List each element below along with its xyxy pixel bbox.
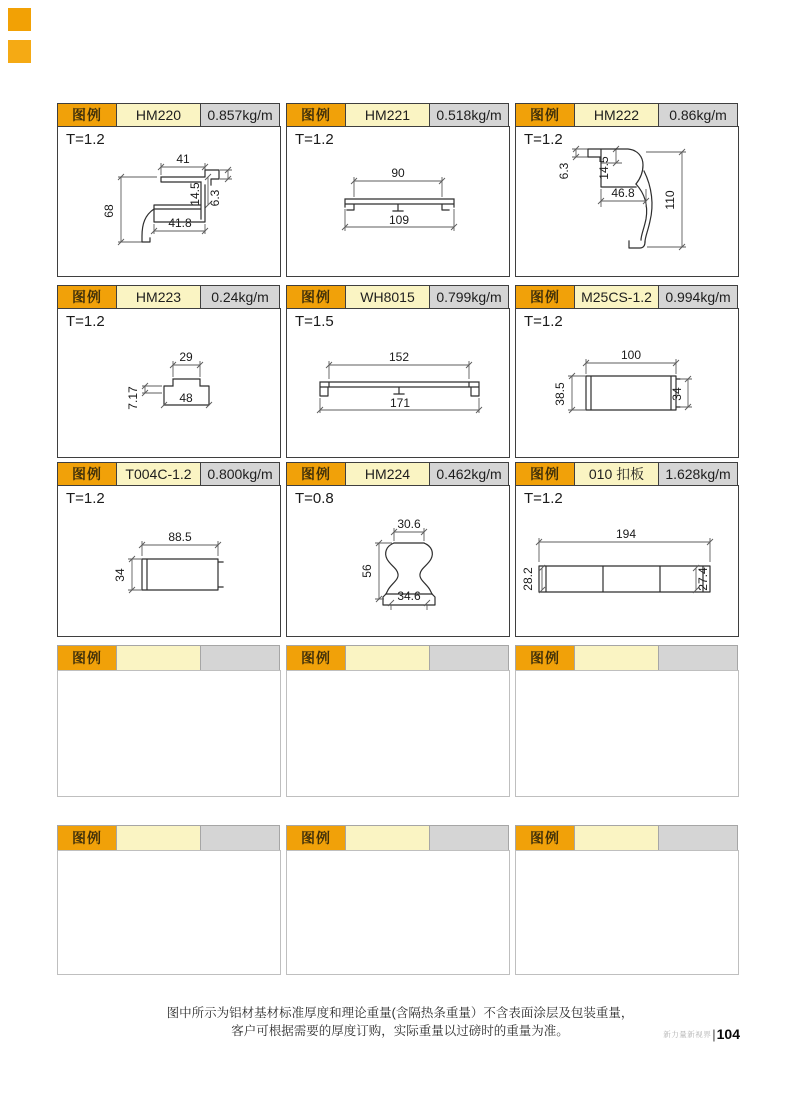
model-cell: [345, 645, 430, 671]
profile-block-hm223: [57, 285, 281, 458]
drawing-cell-empty: [286, 850, 510, 975]
thickness-label: T=1.2: [66, 313, 105, 330]
dim-label: 34: [670, 387, 684, 401]
legend-cell: 图例: [515, 462, 575, 486]
legend-cell: 图例: [57, 103, 117, 127]
profile-drawing-hm221: [287, 127, 509, 276]
weight-cell: 0.857kg/m: [200, 103, 280, 127]
dim-label: 34.6: [397, 589, 421, 603]
empty-block: [57, 645, 281, 797]
profile-block-hm222: [515, 103, 739, 277]
thickness-label: T=1.2: [66, 490, 105, 507]
weight-cell: [429, 825, 509, 851]
dim-label: 27.4: [696, 567, 710, 591]
dim-label: 68: [102, 204, 116, 218]
profile-row-2: [57, 285, 739, 458]
brand-divider: |: [712, 1026, 716, 1042]
profile-drawing-hm220: [58, 127, 280, 276]
drawing-cell: [515, 308, 739, 458]
dim-label: 110: [663, 190, 677, 210]
legend-cell: 图例: [57, 645, 117, 671]
model-cell: HM222: [574, 103, 659, 127]
profile-drawing-hm223: [58, 309, 280, 457]
drawing-cell: [57, 126, 281, 277]
drawing-cell: [286, 126, 510, 277]
corner-marker-top: [8, 8, 31, 31]
weight-cell: 0.86kg/m: [658, 103, 738, 127]
model-cell: HM223: [116, 285, 201, 309]
profile-drawing-hm224: [287, 486, 509, 636]
weight-cell: [200, 645, 280, 671]
profile-drawing-hm222: [516, 127, 738, 276]
dim-label: 56: [360, 564, 374, 578]
model-cell: 010 扣板: [574, 462, 659, 486]
drawing-cell-empty: [515, 850, 739, 975]
footer-note-line1: 图中所示为铝材基材标准厚度和理论重量(含隔热条重量）不含表面涂层及包装重量，: [166, 1006, 634, 1020]
model-cell: T004C-1.2: [116, 462, 201, 486]
dim-label: 14.5: [188, 182, 202, 206]
drawing-cell-empty: [286, 670, 510, 797]
dim-label: 100: [620, 348, 642, 362]
model-cell: WH8015: [345, 285, 430, 309]
drawing-cell: [286, 308, 510, 458]
page-footer-brand: [663, 1026, 740, 1042]
model-cell: [116, 825, 201, 851]
empty-block: [515, 825, 739, 975]
drawing-cell-empty: [515, 670, 739, 797]
weight-cell: [658, 645, 738, 671]
legend-cell: 图例: [57, 462, 117, 486]
weight-cell: 1.628kg/m: [658, 462, 738, 486]
dim-label: 30.6: [397, 517, 421, 531]
drawing-cell: [286, 485, 510, 637]
profile-block-t004c: [57, 462, 281, 637]
weight-cell: [200, 825, 280, 851]
dim-label: 41.8: [168, 216, 192, 230]
profile-drawing-m25cs: [516, 309, 738, 457]
dim-label: 38.5: [553, 382, 567, 406]
dim-label: 194: [615, 527, 637, 541]
profile-row-4: [57, 645, 739, 797]
profile-row-5: [57, 825, 739, 975]
empty-block: [286, 825, 510, 975]
dim-label: 7.17: [126, 386, 140, 410]
profile-drawing-wh8015: [287, 309, 509, 457]
drawing-cell-empty: [57, 850, 281, 975]
profile-row-3: [57, 462, 739, 637]
dim-label: 28.2: [521, 567, 535, 591]
footer-note-line2: 客户可根据需要的厚度订购，实际重量以过磅时的重量为准。: [231, 1024, 569, 1038]
weight-cell: 0.518kg/m: [429, 103, 509, 127]
profile-block-wh8015: [286, 285, 510, 458]
drawing-cell: [57, 308, 281, 458]
weight-cell: 0.994kg/m: [658, 285, 738, 309]
profile-row-1: [57, 103, 739, 277]
thickness-label: T=1.2: [66, 131, 105, 148]
profile-block-010-koban: [515, 462, 739, 637]
thickness-label: T=1.2: [524, 131, 563, 148]
thickness-label: T=1.2: [295, 131, 334, 148]
dim-label: 90: [391, 166, 405, 180]
dim-label: 14.5: [597, 156, 611, 180]
profile-drawing-010: [516, 486, 738, 636]
dim-label: 41: [176, 152, 190, 166]
dim-label: 152: [388, 350, 410, 364]
model-cell: HM224: [345, 462, 430, 486]
drawing-cell: [57, 485, 281, 637]
corner-marker-bottom: [8, 40, 31, 63]
brand-text: 新力量新视界: [663, 1029, 712, 1039]
model-cell: [574, 825, 659, 851]
model-cell: M25CS-1.2: [574, 285, 659, 309]
legend-cell: 图例: [286, 462, 346, 486]
weight-cell: [658, 825, 738, 851]
thickness-label: T=1.2: [524, 490, 563, 507]
model-cell: [345, 825, 430, 851]
legend-cell: 图例: [57, 825, 117, 851]
profile-drawing-t004c: [58, 486, 280, 636]
thickness-label: T=1.2: [524, 313, 563, 330]
empty-block: [57, 825, 281, 975]
weight-cell: 0.24kg/m: [200, 285, 280, 309]
legend-cell: 图例: [286, 103, 346, 127]
dim-label: 29: [179, 350, 193, 364]
profile-block-hm220: [57, 103, 281, 277]
model-cell: HM220: [116, 103, 201, 127]
weight-cell: 0.800kg/m: [200, 462, 280, 486]
drawing-cell-empty: [57, 670, 281, 797]
legend-cell: 图例: [57, 285, 117, 309]
weight-cell: 0.799kg/m: [429, 285, 509, 309]
legend-cell: 图例: [515, 285, 575, 309]
profile-block-m25cs: [515, 285, 739, 458]
drawing-cell: [515, 485, 739, 637]
dim-label: 109: [388, 213, 410, 227]
dim-label: 6.3: [208, 189, 222, 207]
model-cell: HM221: [345, 103, 430, 127]
profile-block-hm221: [286, 103, 510, 277]
dim-label: 6.3: [557, 162, 571, 180]
dim-label: 46.8: [611, 186, 635, 200]
model-cell: [116, 645, 201, 671]
thickness-label: T=1.5: [295, 313, 334, 330]
model-cell: [574, 645, 659, 671]
legend-cell: 图例: [286, 645, 346, 671]
legend-cell: 图例: [286, 825, 346, 851]
weight-cell: 0.462kg/m: [429, 462, 509, 486]
profile-block-hm224: [286, 462, 510, 637]
legend-cell: 图例: [515, 825, 575, 851]
empty-block: [515, 645, 739, 797]
drawing-cell: [515, 126, 739, 277]
page-number: 104: [716, 1026, 740, 1042]
legend-cell: 图例: [286, 285, 346, 309]
weight-cell: [429, 645, 509, 671]
empty-block: [286, 645, 510, 797]
dim-label: 34: [113, 568, 127, 582]
dim-label: 171: [389, 396, 411, 410]
thickness-label: T=0.8: [295, 490, 334, 507]
legend-cell: 图例: [515, 645, 575, 671]
dim-label: 88.5: [168, 530, 192, 544]
legend-cell: 图例: [515, 103, 575, 127]
dim-label: 48: [179, 391, 193, 405]
